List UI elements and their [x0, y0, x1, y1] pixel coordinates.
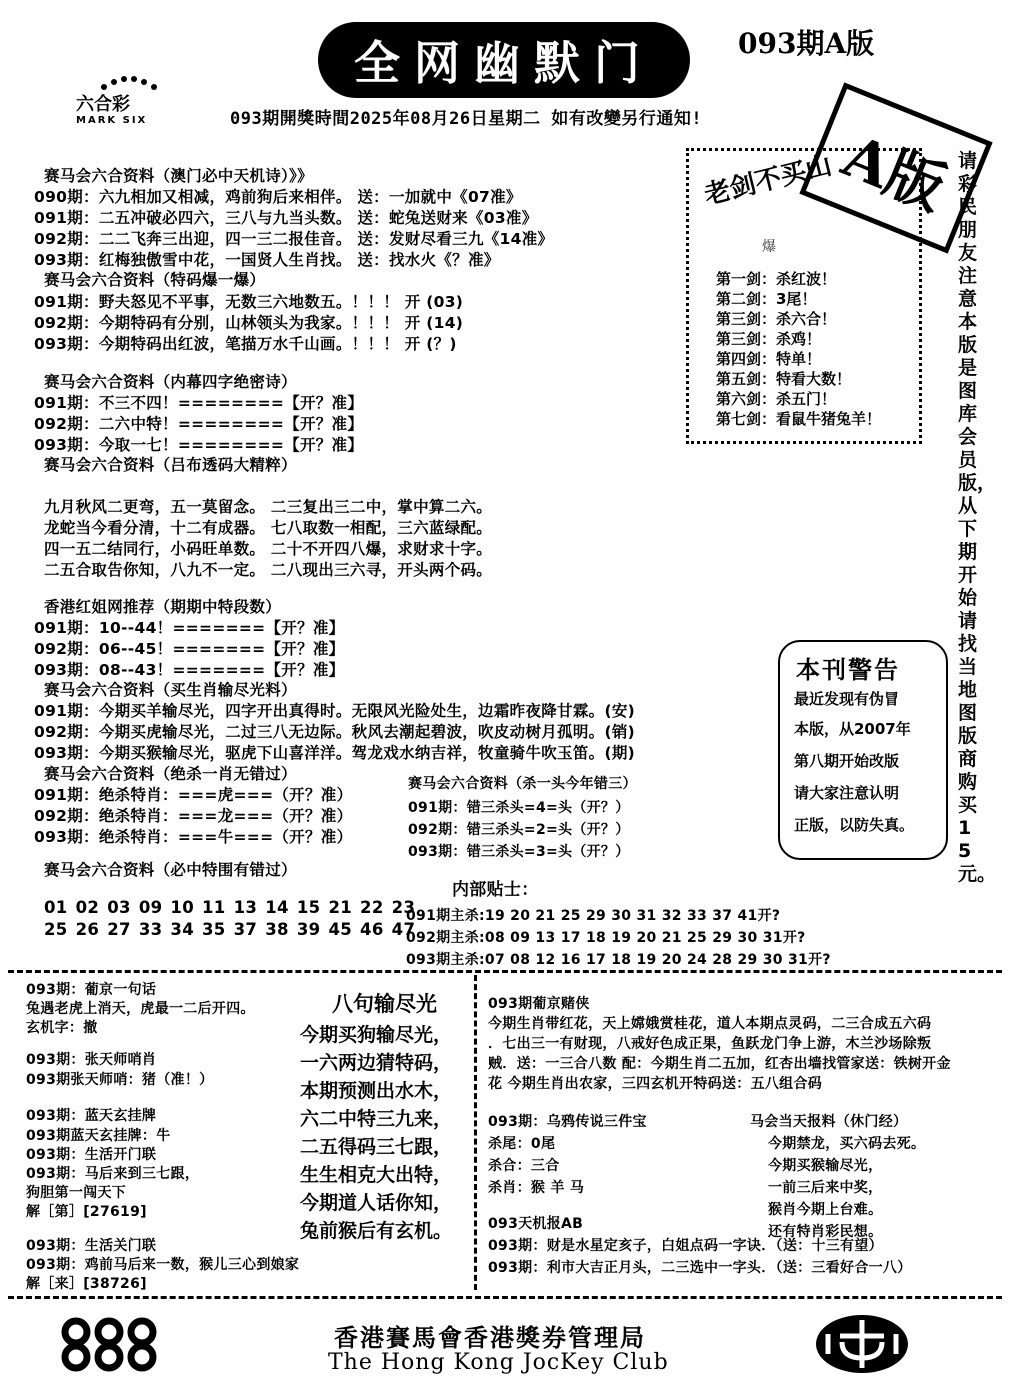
text-line: 092期：二六中特！========【开？准】 — [34, 415, 364, 433]
poem-line: 四一五二结同行，小码旺单数。 二十不开四八爆，求财求十字。 — [44, 540, 493, 558]
text-line: 091期主杀:19 20 21 25 29 30 31 32 33 37 41开? — [406, 908, 781, 924]
text-line: 今期买猴输尽光， — [768, 1158, 883, 1174]
text-line: 091期：不三不四！========【开？准】 — [34, 394, 364, 412]
sword-item: 第一剑：杀红波！ — [716, 270, 837, 288]
text-line: 解［来］[38726] — [26, 1276, 147, 1292]
text-line: 092期：今期特码有分别，山林领头为我家。！！！ 开 (14) — [34, 314, 464, 332]
text-line: 091期：错三杀头=4=头（开？） — [408, 800, 630, 816]
warning-line: 本版，从2007年 — [794, 720, 911, 738]
text-line: 还有特肖彩民想。 — [768, 1224, 883, 1240]
divider — [8, 1296, 1002, 1299]
text-line: ．七出三一有财现，八戒好色成正果，鱼跃龙门争上游，木兰沙场除叛 — [488, 1036, 932, 1052]
sword-item: 第五剑：特看大数！ — [716, 370, 852, 388]
poem-line: 一六两边猜特码， — [300, 1052, 453, 1074]
text-line: 092期：二二飞奔三出迎，四一三二报佳音。 送：发财尽看三九《14准》 — [34, 230, 554, 248]
poem-line: 本期预测出水木， — [300, 1080, 453, 1102]
svg-text:六合彩: 六合彩 — [76, 94, 130, 115]
text-line: 091期：今期买羊输尽光，四字开出真得时。无限风光险处生，边霜昨夜降甘霖。(安) — [34, 702, 636, 720]
text-line: 093期：生活关门联 — [26, 1238, 157, 1254]
text-line: 093期：张天师哨肖 — [26, 1052, 157, 1068]
poem-line: 二五合取告你知，八九不一定。 二八现出三六寻，开头两个码。 — [44, 561, 493, 579]
warning-line: 请大家注意认明 — [794, 784, 900, 802]
section-heading: 香港红姐网推荐（期期中特段数） — [44, 598, 282, 616]
section-heading: 赛马会六合资料（必中特围有错过） — [44, 861, 297, 879]
text-line: 093期张天师哨：猪（准！） — [26, 1072, 214, 1088]
section-heading: 093天机报AB — [488, 1216, 584, 1232]
warning-line: 正版，以防失真。 — [794, 816, 915, 834]
text-line: 093期：08--43！=======【开？准】 — [34, 661, 345, 679]
edition-label: 093期A版 — [738, 27, 875, 60]
sword-item: 第三剑：杀六合！ — [716, 310, 837, 328]
footer-english-name: The Hong Kong JocKey Club — [328, 1350, 669, 1375]
text-line: 杀尾：0尾 — [488, 1136, 556, 1152]
footer-chinese-name: 香港賽馬會香港獎券管理局 — [334, 1323, 646, 1352]
text-line: 092期：绝杀特肖：===龙===（开？准） — [34, 807, 353, 825]
text-line: 092期：06--45！=======【开？准】 — [34, 640, 345, 658]
swirl-logo — [56, 1314, 162, 1374]
text-line: 091期：野夫怒见不平事，无数三六地数五。！！！ 开 (03) — [34, 293, 464, 311]
text-line: 狗胆第一闯天下 — [26, 1185, 127, 1201]
section-heading: 赛马会六合资料（买生肖输尽光料） — [44, 681, 297, 699]
vertical-notice: 请彩民朋友注意本版是图库会员版，从下期开始请找当地图版商购买15元。 — [958, 150, 997, 885]
poem-line: 二五得码三七跟， — [300, 1136, 453, 1158]
poem-line: 龙蛇当今看分清，十二有成器。 七八取数一相配，三六蓝绿配。 — [44, 519, 493, 537]
divider — [474, 975, 477, 1290]
page-title: 全网幽默门 — [318, 22, 690, 98]
text-line: 092期：错三杀头=2=头（开？） — [408, 822, 630, 838]
poem-line: 今期买狗输尽光， — [300, 1024, 453, 1046]
text-line: 092期主杀:08 09 13 17 18 19 20 21 25 29 30 31开? — [406, 930, 806, 946]
section-heading: 093期葡京赌侠 — [488, 996, 590, 1012]
text-line: 093期：错三杀头=3=头（开？） — [408, 844, 630, 860]
text-line: 093期：生活开门联 — [26, 1147, 157, 1163]
text-line: 杀合：三合 — [488, 1158, 560, 1174]
text-line: 091期：绝杀特肖：===虎===（开？准） — [34, 786, 353, 804]
section-heading: 赛马会六合资料（特码爆一爆） — [44, 271, 266, 289]
draw-notice: 093期開獎時間2025年08月26日星期二 如有改變另行通知! — [230, 109, 703, 129]
text-line: 093期：红梅独傲雪中花，一国贤人生肖找。 送：找水火《？准》 — [34, 251, 500, 269]
sword-item: 第七剑：看鼠牛猪兔羊！ — [716, 410, 882, 428]
text-line: 093期：财是水星定亥子，白姐点码一字诀．（送：十三有望） — [488, 1238, 883, 1254]
sword-item: 第二剑：3尾！ — [716, 290, 817, 308]
divider — [8, 970, 1002, 973]
text-line: 091期：二五冲破必四六，三八与九当头数。 送：蛇兔送财来《03准》 — [34, 209, 538, 227]
text-line: 090期：六九相加又相减，鸡前狗后来相伴。 送：一加就中《07准》 — [34, 188, 522, 206]
section-heading: 赛马会六合资料（绝杀一肖无错过） — [44, 765, 297, 783]
section-heading: 马会当天报料（休门经） — [750, 1114, 908, 1130]
section-heading: 赛马会六合资料（内幕四字绝密诗） — [44, 373, 297, 391]
sword-box-title: 老剑不买山 — [701, 150, 835, 211]
text-line: 093期：今期买猴输尽光，驱虎下山喜洋洋。驾龙戏水纳吉祥，牧童骑牛吹玉笛。(期) — [34, 744, 636, 762]
section-heading: 赛马会六合资料（吕布透码大精粹） — [44, 456, 297, 474]
text-line: 贼．送：一三合八数 配：今期生肖二五加，红杏出墙找管家送：铁树开金 — [488, 1056, 951, 1072]
sword-item: 第四剑：特单！ — [716, 350, 822, 368]
poem-line: 九月秋风二更弯，五一莫留念。 二三复出三二中，掌中算二六。 — [44, 498, 493, 516]
number-row: 01 02 03 09 10 11 13 14 15 21 22 23 — [44, 898, 416, 917]
text-line: 今期生肖带红花，天上嫦娥赏桂花，道人本期点灵码，二三合成五六码 — [488, 1016, 932, 1032]
text-line: 093期：利市大吉正月头，二三选中一字头．（送：三看好合一八） — [488, 1260, 912, 1276]
text-line: 玄机字：撤 — [26, 1020, 98, 1036]
text-line: 猴肖今期上台难。 — [768, 1202, 883, 1218]
edition-stamp: A版 — [799, 82, 992, 253]
text-line: 093期主杀:07 08 12 16 17 18 19 20 24 28 29 30 31开? — [406, 952, 831, 968]
text-line: 093期：马后来到三七跟， — [26, 1166, 200, 1182]
text-line: 093期：蓝天玄挂牌 — [26, 1108, 157, 1124]
poem-line: 生生相克大出特， — [300, 1164, 453, 1186]
section-heading: 内部贴士： — [452, 880, 539, 900]
text-line: 093期：今期特码出红波，笔描万水千山画。！！！ 开 (？) — [34, 335, 457, 353]
warning-line: 第八期开始改版 — [794, 752, 900, 770]
text-line: 091期：10--44！=======【开？准】 — [34, 619, 345, 637]
text-line: 093期：今取一七！========【开？准】 — [34, 436, 364, 454]
text-line: 花 今期生肖出农家，三四玄机开特码送：五八组合码 — [488, 1076, 823, 1092]
text-line: 093期：葡京一句话 — [26, 982, 157, 998]
poem-line: 六二中特三九来， — [300, 1108, 453, 1130]
svg-text:MARK SIX: MARK SIX — [76, 115, 148, 126]
warning-title: 本刊警告 — [796, 655, 900, 684]
poem-line: 兔前猴后有玄机。 — [300, 1220, 453, 1242]
number-row: 25 26 27 33 34 35 37 38 39 45 46 47 — [44, 920, 416, 939]
seal-logo — [812, 1312, 912, 1376]
text-line: 解［第］[27619] — [26, 1204, 147, 1220]
warning-line: 最近发现有伪冒 — [794, 690, 900, 708]
text-line: 兔遇老虎上消天，虎最一二后开四。 — [26, 1001, 255, 1017]
text-line: 093期：绝杀特肖：===牛===（开？准） — [34, 828, 353, 846]
mark-six-logo — [74, 76, 184, 126]
text-line: 093期：鸡前马后来一数，猴儿三心到娘家 — [26, 1257, 300, 1273]
text-line: 092期：今期买虎输尽光，二过三八无边际。秋风去潮起碧波，吹皮动树月孤明。(销) — [34, 723, 636, 741]
poem-title: 八句输尽光 — [332, 991, 437, 1016]
sword-item: 第六剑：杀五门！ — [716, 390, 837, 408]
text-line: 一前三后来中奖， — [768, 1180, 883, 1196]
sword-item: 第三剑：杀鸡！ — [716, 330, 822, 348]
section-heading: 赛马会六合资料（澳门必中天机诗）》》 — [44, 167, 313, 185]
section-heading: 赛马会六合资料（杀一头今年错三） — [408, 776, 637, 792]
text-line: 093期蓝天玄挂牌：牛 — [26, 1128, 171, 1144]
section-heading: 093期：乌鸦传说三件宝 — [488, 1114, 647, 1130]
text-line: 今期禁龙，买六码去死。 — [768, 1136, 926, 1152]
sword-box-subtitle: 爆 — [762, 239, 776, 255]
text-line: 杀肖：猴 羊 马 — [488, 1180, 585, 1196]
poem-line: 今期道人话你知， — [300, 1192, 453, 1214]
